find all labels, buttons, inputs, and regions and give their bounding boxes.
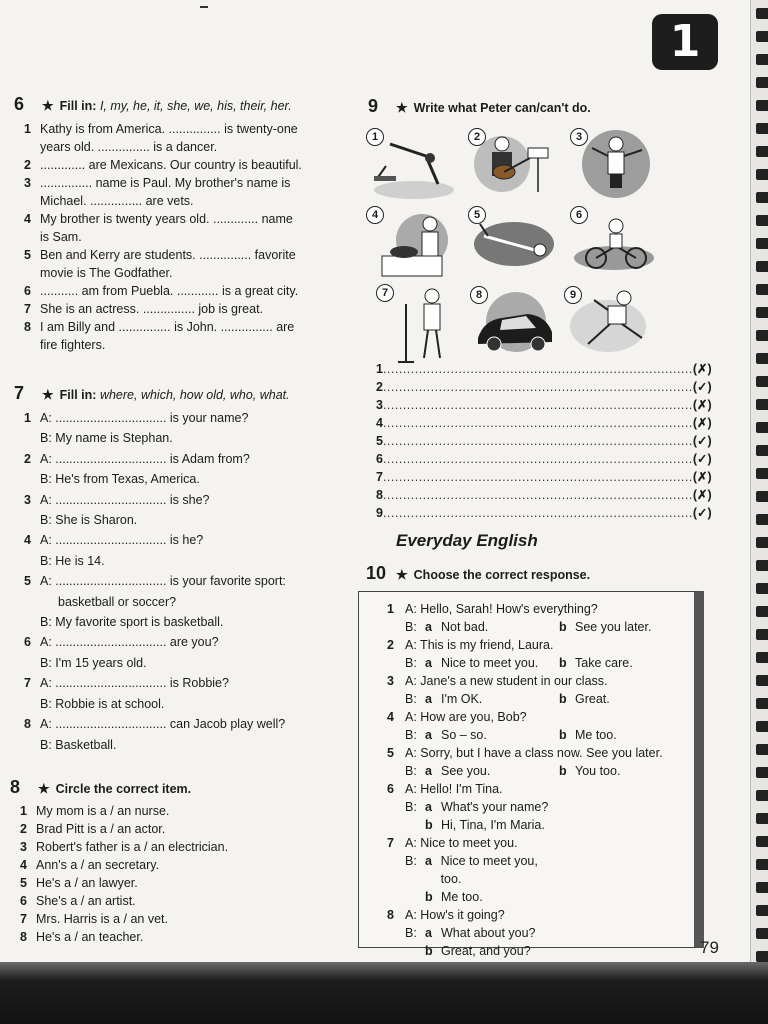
option-text: Not bad. <box>441 620 489 634</box>
response-option[interactable] <box>425 798 559 816</box>
prompt-line: A: How's it going? <box>405 908 505 922</box>
spiral-coil <box>756 767 768 778</box>
option-letter: b <box>425 944 433 958</box>
ex8-instruction: Circle the correct item. <box>55 782 192 796</box>
ex8-item <box>20 820 320 838</box>
section-heading: Everyday English <box>396 531 538 550</box>
question-line: A: ................................ is Adam from? <box>40 451 250 466</box>
item-text: My mom is a / an nurse. <box>36 804 170 818</box>
spiral-coil <box>756 445 768 456</box>
response-option[interactable] <box>425 816 559 834</box>
item-text: Brad Pitt is a / an actor. <box>36 822 166 836</box>
answer-line <box>376 486 712 504</box>
question-line: A: ................................ is Robbie? <box>40 676 229 691</box>
unit-badge: 1 <box>652 14 718 70</box>
ex6-item <box>24 210 336 228</box>
item-text: Ann's a / an secretary. <box>36 858 160 872</box>
spiral-coil <box>756 560 768 571</box>
question-line: A: ................................ are you? <box>40 635 219 650</box>
item-number: 6 <box>24 284 31 298</box>
item-number: 5 <box>24 248 31 262</box>
item-number: 8 <box>24 717 31 732</box>
spiral-coil <box>756 215 768 226</box>
option-text: What about you? <box>441 926 536 940</box>
picture-number: 5 <box>468 206 486 224</box>
question-line: A: ................................ can Jacob play well? <box>40 717 286 732</box>
ex6-item <box>24 156 336 174</box>
spiral-coil <box>756 698 768 709</box>
ex6-words: I, my, he, it, she, we, his, their, her. <box>99 99 292 113</box>
can-cant-mark: (✗) <box>692 362 712 376</box>
picture-3 <box>570 128 660 200</box>
option-text: So – so. <box>441 728 487 742</box>
ex6-item <box>24 228 336 246</box>
item-number <box>24 228 40 246</box>
item-number: 1 <box>24 122 31 136</box>
ex6-item <box>24 318 336 336</box>
option-letter: a <box>425 656 432 670</box>
line-number: 7 <box>376 470 383 484</box>
ex7-item <box>24 632 336 673</box>
ex6-header <box>14 94 292 115</box>
spiral-coil <box>756 31 768 42</box>
ex7-item <box>24 673 336 714</box>
ex10-box <box>358 591 704 958</box>
picture-number: 4 <box>366 206 384 224</box>
item-number <box>24 336 40 354</box>
line-number: 2 <box>376 380 383 394</box>
option-letter: a <box>425 728 432 742</box>
picture-9 <box>564 286 654 358</box>
spiral-coil <box>756 744 768 755</box>
option-letter: a <box>425 800 432 814</box>
picture-8 <box>470 286 560 358</box>
option-text: What's your name? <box>441 800 549 814</box>
spiral-coil <box>756 514 768 525</box>
spiral-coil <box>756 146 768 157</box>
line-number: 4 <box>376 416 383 430</box>
ex7-list <box>24 408 336 755</box>
item-number: 4 <box>387 710 394 724</box>
prompt-line: A: Nice to meet you. <box>405 836 518 850</box>
response-option[interactable] <box>425 762 559 780</box>
write-line: .............................................................................. <box>382 470 693 484</box>
item-text: Michael. ............... are vets. <box>40 194 194 208</box>
star-icon: ★ <box>42 98 54 113</box>
response-option[interactable] <box>425 726 559 744</box>
ex7-item <box>24 408 336 449</box>
prompt-line: A: Jane's a new student in our class. <box>405 674 608 688</box>
write-line: .............................................................................. <box>382 380 693 394</box>
answer-line <box>376 360 712 378</box>
star-icon: ★ <box>396 100 408 115</box>
spiral-coil <box>756 491 768 502</box>
spiral-coil <box>756 721 768 732</box>
prompt-line: A: Sorry, but I have a class now. See you later. <box>405 746 663 760</box>
ex6-item <box>24 120 336 138</box>
ex10-item: 4 A: How are you, Bob? B: a So – so. b Me too. <box>387 708 693 744</box>
answer-line <box>376 504 712 522</box>
item-number <box>24 138 40 156</box>
spiral-coil <box>756 951 768 962</box>
question-line: A: ................................ is your favorite sport: <box>40 574 286 589</box>
item-text: ............... name is Paul. My brother's name is <box>40 176 291 190</box>
prompt-line: A: How are you, Bob? <box>405 710 527 724</box>
option-letter: b <box>559 728 567 742</box>
item-text: He's a / an lawyer. <box>36 876 138 890</box>
ex6-number: 6 <box>14 94 25 114</box>
ex10-number: 10 <box>366 563 387 583</box>
ex10-item: 5 A: Sorry, but I have a class now. See you later. B: a See you. b You too. <box>387 744 693 780</box>
option-letter: b <box>559 764 567 778</box>
can-cant-mark: (✓) <box>692 452 712 466</box>
ex10-list <box>387 600 693 960</box>
answer-line: B: He's from Texas, America. <box>40 472 200 487</box>
line-number: 3 <box>376 398 383 412</box>
spiral-coil <box>756 675 768 686</box>
item-text: Mrs. Harris is a / an vet. <box>36 912 168 926</box>
response-option[interactable] <box>425 942 559 960</box>
option-letter: b <box>559 620 567 634</box>
spiral-coil <box>756 813 768 824</box>
write-line: .............................................................................. <box>382 488 693 502</box>
ex6-item <box>24 282 336 300</box>
spiral-coil <box>756 8 768 19</box>
ex8-header <box>10 777 191 798</box>
line-number: 6 <box>376 452 383 466</box>
spiral-binding <box>750 0 768 968</box>
item-number: 4 <box>20 858 27 872</box>
option-text: Nice to meet you. <box>441 656 539 670</box>
picture-number: 3 <box>570 128 588 146</box>
ex9-header <box>368 96 591 117</box>
line-number: 8 <box>376 488 383 502</box>
ex7-item <box>24 571 336 632</box>
picture-5 <box>468 206 558 278</box>
write-line: .............................................................................. <box>382 398 693 412</box>
item-number <box>24 264 40 282</box>
response-option[interactable] <box>559 762 620 780</box>
picture-6 <box>570 206 660 278</box>
item-number: 1 <box>20 804 27 818</box>
ex9-pictures <box>366 124 652 364</box>
picture-2 <box>468 128 558 200</box>
ex10-item: 7 A: Nice to meet you. B: a Nice to meet you, too. b Me too. <box>387 834 693 906</box>
item-text: He's a / an teacher. <box>36 930 144 944</box>
option-text: Great, and you? <box>441 944 531 958</box>
item-number: 6 <box>20 894 27 908</box>
spiral-coil <box>756 100 768 111</box>
item-number: 8 <box>387 908 394 922</box>
picture-number: 7 <box>376 284 394 302</box>
spiral-coil <box>756 583 768 594</box>
ex6-item <box>24 264 336 282</box>
option-text: Hi, Tina, I'm Maria. <box>441 818 545 832</box>
ex6-item <box>24 336 336 354</box>
item-number: 3 <box>387 674 394 688</box>
response-option[interactable] <box>559 654 633 672</box>
ex7-item <box>24 530 336 571</box>
picture-4 <box>366 206 456 278</box>
spiral-coil <box>756 284 768 295</box>
ex6-item <box>24 246 336 264</box>
answer-line: B: She is Sharon. <box>40 513 138 528</box>
spiral-coil <box>756 261 768 272</box>
line-number: 1 <box>376 362 383 376</box>
option-letter: a <box>425 692 432 706</box>
item-number: 7 <box>24 676 31 691</box>
response-option[interactable] <box>559 618 651 636</box>
picture-number: 8 <box>470 286 488 304</box>
answer-line <box>376 378 712 396</box>
item-text: She's a / an artist. <box>36 894 136 908</box>
option-letter: a <box>425 854 432 868</box>
can-cant-mark: (✓) <box>692 434 712 448</box>
ex8-item <box>20 928 320 946</box>
item-text: ........... am from Puebla. ............ is a great city. <box>40 284 299 298</box>
option-letter: a <box>425 620 432 634</box>
item-number: 7 <box>24 302 31 316</box>
item-text: I am Billy and ............... is John. ............... are <box>40 320 295 334</box>
ex6-item <box>24 174 336 192</box>
can-cant-mark: (✓) <box>692 506 712 520</box>
item-number: 7 <box>20 912 27 926</box>
spiral-coil <box>756 422 768 433</box>
item-number: 5 <box>24 574 31 589</box>
can-cant-mark: (✗) <box>692 398 712 412</box>
item-number: 2 <box>20 822 27 836</box>
answer-line: B: He is 14. <box>40 553 105 568</box>
option-text: See you later. <box>575 620 652 634</box>
ex8-item <box>20 910 320 928</box>
ex8-item <box>20 874 320 892</box>
ex7-item <box>24 714 336 755</box>
picture-number: 1 <box>366 128 384 146</box>
spiral-coil <box>756 882 768 893</box>
item-number: 3 <box>24 176 31 190</box>
item-text: fire fighters. <box>40 338 106 352</box>
spiral-coil <box>756 169 768 180</box>
ex9-answer-lines <box>376 360 712 522</box>
write-line: .............................................................................. <box>382 416 693 430</box>
answer-line: B: My name is Stephan. <box>40 431 173 446</box>
item-text: Robert's father is a / an electrician. <box>36 840 229 854</box>
write-line: .............................................................................. <box>382 452 693 466</box>
item-number: 5 <box>387 746 394 760</box>
response-option[interactable] <box>425 888 559 906</box>
ex7-item <box>24 490 336 531</box>
picture-number: 2 <box>468 128 486 146</box>
spiral-coil <box>756 836 768 847</box>
star-icon: ★ <box>42 387 54 402</box>
ex6-item <box>24 192 336 210</box>
answer-line <box>376 468 712 486</box>
ex6-item <box>24 138 336 156</box>
option-text: Take care. <box>575 656 633 670</box>
response-option[interactable] <box>559 726 617 744</box>
option-letter: a <box>425 764 432 778</box>
spiral-coil <box>756 353 768 364</box>
spiral-coil <box>756 376 768 387</box>
prompt-line: A: This is my friend, Laura. <box>405 638 554 652</box>
item-number: 8 <box>20 930 27 944</box>
item-number: 3 <box>20 840 27 854</box>
spiral-coil <box>756 905 768 916</box>
item-number: 7 <box>387 836 394 850</box>
spiral-coil <box>756 123 768 134</box>
item-text: She is an actress. ............... job is great. <box>40 302 264 316</box>
spiral-coil <box>756 399 768 410</box>
response-option[interactable] <box>425 924 559 942</box>
spiral-coil <box>756 537 768 548</box>
ex8-item <box>20 838 320 856</box>
ex9-number: 9 <box>368 96 379 116</box>
ex10-item: 1 A: Hello, Sarah! How's everything? B: a Not bad. b See you later. <box>387 600 693 636</box>
spiral-coil <box>756 790 768 801</box>
prompt-line: A: Hello! I'm Tina. <box>405 782 503 796</box>
ex6-list <box>24 120 336 354</box>
scan-shadow <box>0 962 768 1024</box>
spiral-coil <box>756 859 768 870</box>
line-number: 9 <box>376 506 383 520</box>
picture-number: 9 <box>564 286 582 304</box>
spiral-coil <box>756 307 768 318</box>
picture-number: 6 <box>570 206 588 224</box>
spiral-coil <box>756 468 768 479</box>
response-option[interactable] <box>559 690 610 708</box>
line-number: 5 <box>376 434 383 448</box>
ex10-item: 6 A: Hello! I'm Tina. B: a What's your name? b Hi, Tina, I'm Maria. <box>387 780 693 834</box>
answer-line <box>376 414 712 432</box>
item-number: 4 <box>24 533 31 548</box>
item-number: 2 <box>387 638 394 652</box>
item-number: 6 <box>387 782 394 796</box>
item-number: 5 <box>20 876 27 890</box>
spiral-coil <box>756 606 768 617</box>
answer-line: B: Basketball. <box>40 737 117 752</box>
ex7-words: where, which, how old, who, what. <box>99 388 290 402</box>
can-cant-mark: (✓) <box>692 380 712 394</box>
spiral-coil <box>756 652 768 663</box>
item-text: years old. ............... is a dancer. <box>40 140 218 154</box>
ex10-header <box>366 563 590 584</box>
item-number: 8 <box>24 320 31 334</box>
ex8-item <box>20 802 320 820</box>
ex10-item: 3 A: Jane's a new student in our class. B: a I'm OK. b Great. <box>387 672 693 708</box>
option-letter: b <box>425 818 433 832</box>
can-cant-mark: (✗) <box>692 488 712 502</box>
question-line: A: ................................ is he? <box>40 533 204 548</box>
response-option[interactable] <box>425 852 559 888</box>
star-icon: ★ <box>396 567 408 582</box>
item-number: 1 <box>387 602 394 616</box>
option-text: Me too. <box>441 890 483 904</box>
item-text: Kathy is from America. ............... is twenty-one <box>40 122 298 136</box>
print-mark <box>200 6 208 8</box>
spiral-coil <box>756 192 768 203</box>
picture-7 <box>376 284 466 364</box>
answer-line <box>376 432 712 450</box>
spiral-coil <box>756 330 768 341</box>
can-cant-mark: (✗) <box>692 416 712 430</box>
ex7-number: 7 <box>14 383 25 403</box>
option-letter: b <box>559 692 567 706</box>
item-number <box>24 192 40 210</box>
spiral-coil <box>756 629 768 640</box>
option-text: I'm OK. <box>441 692 483 706</box>
ex7-instruction: Fill in: <box>59 388 97 402</box>
option-text: See you. <box>441 764 491 778</box>
page-number: 79 <box>700 938 719 957</box>
picture-1 <box>366 128 456 200</box>
write-line: .............................................................................. <box>382 362 693 376</box>
answer-line: B: Robbie is at school. <box>40 696 165 711</box>
ex6-item <box>24 300 336 318</box>
answer-line <box>376 396 712 414</box>
ex6-instruction: Fill in: <box>59 99 97 113</box>
item-number: 2 <box>24 451 31 466</box>
ex7-header <box>14 383 290 404</box>
ex8-list <box>20 802 320 946</box>
response-option[interactable] <box>425 690 559 708</box>
item-number: 1 <box>24 411 31 425</box>
item-text: is Sam. <box>40 230 82 244</box>
prompt-line: A: Hello, Sarah! How's everything? <box>405 602 598 616</box>
answer-line <box>376 450 712 468</box>
ex9-instruction: Write what Peter can/can't do. <box>413 101 591 115</box>
ex8-item <box>20 892 320 910</box>
ex8-number: 8 <box>10 777 21 797</box>
option-text: You too. <box>575 764 621 778</box>
write-line: .............................................................................. <box>382 434 693 448</box>
item-number: 6 <box>24 635 31 650</box>
spiral-coil <box>756 77 768 88</box>
ex8-item <box>20 856 320 874</box>
ex10-instruction: Choose the correct response. <box>413 568 591 582</box>
write-line: .............................................................................. <box>382 506 693 520</box>
response-option[interactable] <box>425 618 559 636</box>
spiral-coil <box>756 54 768 65</box>
ex10-item: 2 A: This is my friend, Laura. B: a Nice to meet you. b Take care. <box>387 636 693 672</box>
question-line: A: ................................ is your name? <box>40 411 249 425</box>
answer-line: B: I'm 15 years old. <box>40 655 147 670</box>
option-letter: b <box>559 656 567 670</box>
ex10-item: 8 A: How's it going? B: a What about you? b Great, and you? <box>387 906 693 960</box>
item-number: 3 <box>24 492 31 507</box>
question-line: A: ................................ is she? <box>40 492 210 507</box>
item-text: My brother is twenty years old. ............. name <box>40 212 293 226</box>
option-letter: b <box>425 890 433 904</box>
ex7-item <box>24 449 336 490</box>
response-option[interactable] <box>425 654 559 672</box>
answer-line: B: My favorite sport is basketball. <box>40 615 224 630</box>
spiral-coil <box>756 928 768 939</box>
item-text: ............. are Mexicans. Our country is beautiful. <box>40 158 302 172</box>
star-icon: ★ <box>38 781 50 796</box>
option-text: Me too. <box>575 728 617 742</box>
option-text: Great. <box>575 692 610 706</box>
option-letter: a <box>425 926 432 940</box>
can-cant-mark: (✗) <box>692 470 712 484</box>
item-number: 4 <box>24 212 31 226</box>
question-line-cont: basketball or soccer? <box>58 594 177 609</box>
item-text: Ben and Kerry are students. ............... favorite <box>40 248 296 262</box>
item-text: movie is The Godfather. <box>40 266 173 280</box>
option-text: Nice to meet you, too. <box>440 854 538 886</box>
item-number: 2 <box>24 158 31 172</box>
spiral-coil <box>756 238 768 249</box>
